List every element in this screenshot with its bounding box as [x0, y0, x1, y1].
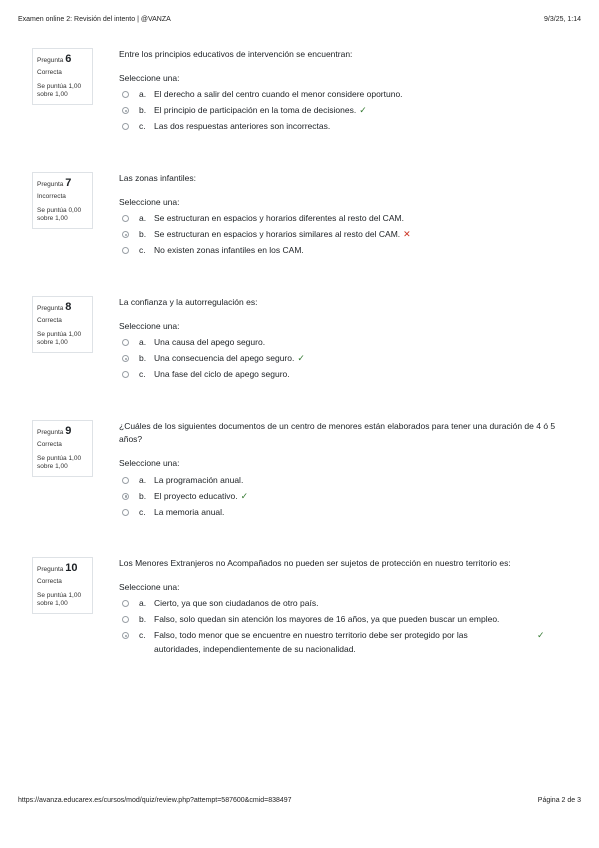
question-info-box	[32, 420, 93, 477]
radio-button-selected[interactable]	[122, 355, 129, 362]
radio-button[interactable]	[122, 371, 129, 378]
question-grade: Se puntúa 1,00	[37, 591, 82, 599]
question-label: Pregunta	[37, 57, 64, 64]
answer-text: El principio de participación en la toma de decisiones.	[154, 105, 357, 116]
answer-letter: c.	[139, 245, 146, 256]
answer-option[interactable]	[119, 490, 569, 506]
answer-list	[119, 212, 569, 260]
print-footer	[18, 797, 581, 809]
radio-button-selected[interactable]	[122, 107, 129, 114]
question-state: Correcta	[37, 440, 62, 448]
select-one-prompt: Seleccione una:	[119, 73, 180, 84]
answer-letter: b.	[139, 490, 147, 501]
question-state: Correcta	[37, 316, 62, 324]
question-label: Pregunta	[37, 566, 64, 573]
radio-button-selected[interactable]	[122, 632, 129, 639]
radio-button[interactable]	[122, 600, 129, 607]
answer-option[interactable]	[119, 352, 569, 368]
question-number: 7	[65, 177, 72, 189]
question-grade: Se puntúa 1,00	[37, 454, 82, 462]
question-number: 6	[65, 53, 72, 65]
print-footer-page-number: Página 2 de 3	[537, 797, 581, 804]
question-grade: Se puntúa 0,00	[37, 206, 82, 214]
answer-text: El proyecto educativo.	[154, 490, 238, 501]
correct-check-icon: ✓	[240, 490, 249, 501]
question-number: 9	[65, 425, 72, 437]
answer-text: La programación anual.	[154, 474, 244, 485]
answer-option[interactable]	[119, 597, 569, 613]
answer-letter: a.	[139, 89, 147, 100]
question-info-box	[32, 172, 93, 229]
question-text: Entre los principios educativos de intervención se encuentran:	[119, 49, 353, 59]
radio-button[interactable]	[122, 477, 129, 484]
answer-list	[119, 474, 569, 522]
question-grade-max: sobre 1,00	[37, 600, 68, 607]
answer-list	[119, 597, 569, 655]
question-number: 8	[65, 301, 72, 313]
select-one-prompt: Seleccione una:	[119, 582, 180, 593]
question-info-box	[32, 48, 93, 105]
answer-option[interactable]	[119, 506, 569, 522]
answer-letter: a.	[139, 598, 147, 609]
answer-text: Las dos respuestas anteriores son incorrectas.	[154, 121, 331, 132]
question-label: Pregunta	[37, 429, 64, 436]
print-header-title: Examen online 2: Revisión del intento | @VANZA	[18, 16, 171, 23]
answer-letter: b.	[139, 105, 147, 116]
answer-letter: a.	[139, 213, 147, 224]
answer-text: Falso, todo menor que se encuentre en nuestro territorio debe ser protegido por las autoridades, independientemente de su nacionalidad.	[154, 630, 468, 654]
answer-option[interactable]	[119, 120, 569, 136]
answer-letter: a.	[139, 474, 147, 485]
correct-check-icon: ✓	[359, 105, 367, 116]
question-state: Incorrecta	[37, 192, 66, 200]
question-text: Los Menores Extranjeros no Acompañados no pueden ser sujetos de protección en nuestro territorio es:	[119, 558, 511, 568]
answer-letter: c.	[139, 506, 146, 517]
question-label: Pregunta	[37, 181, 64, 188]
radio-button[interactable]	[122, 339, 129, 346]
question-text: La confianza y la autorregulación es:	[119, 297, 258, 307]
print-header	[18, 16, 581, 28]
question-grade-max: sobre 1,00	[37, 215, 68, 222]
answer-text: Una causa del apego seguro.	[154, 337, 266, 348]
answer-list	[119, 88, 569, 136]
answer-option[interactable]	[119, 244, 569, 260]
question-grade-max: sobre 1,00	[37, 339, 68, 346]
radio-button[interactable]	[122, 509, 129, 516]
answer-letter: c.	[139, 630, 146, 641]
incorrect-cross-icon: ✕	[403, 229, 411, 240]
answer-letter: b.	[139, 229, 147, 240]
answer-option[interactable]	[119, 474, 569, 490]
answer-text: El derecho a salir del centro cuando el menor considere oportuno.	[154, 89, 403, 100]
answer-letter: a.	[139, 337, 147, 348]
question-info-box	[32, 296, 93, 353]
answer-text: Se estructuran en espacios y horarios diferentes al resto del CAM.	[154, 213, 404, 224]
question-state: Correcta	[37, 68, 62, 76]
answer-text: Se estructuran en espacios y horarios similares al resto del CAM.	[154, 229, 401, 240]
question-number: 10	[65, 562, 78, 574]
answer-letter: b.	[139, 353, 147, 364]
answer-letter: c.	[139, 369, 146, 380]
answer-option[interactable]	[119, 104, 569, 120]
select-one-prompt: Seleccione una:	[119, 197, 180, 208]
radio-button[interactable]	[122, 215, 129, 222]
question-info-box	[32, 557, 93, 614]
answer-option[interactable]	[119, 613, 569, 629]
radio-button[interactable]	[122, 616, 129, 623]
correct-check-icon: ✓	[537, 630, 545, 641]
answer-text: Falso, solo quedan sin atención los mayores de 16 años, ya que pueden buscar un empleo.	[154, 614, 500, 625]
answer-text: La memoria anual.	[154, 506, 225, 517]
answer-text: Cierto, ya que son ciudadanos de otro país.	[154, 598, 319, 609]
answer-text: Una consecuencia del apego seguro.	[154, 353, 295, 364]
select-one-prompt: Seleccione una:	[119, 458, 180, 469]
radio-button[interactable]	[122, 123, 129, 130]
answer-list	[119, 336, 569, 384]
question-text: Las zonas infantiles:	[119, 173, 197, 183]
question-text: ¿Cuáles de los siguientes documentos de un centro de menores están elaborados para tener una duración de 4 ó 5 años?	[119, 421, 556, 445]
radio-button[interactable]	[122, 91, 129, 98]
answer-text: Una fase del ciclo de apego seguro.	[154, 369, 290, 380]
question-grade-max: sobre 1,00	[37, 463, 68, 470]
answer-letter: b.	[139, 614, 147, 625]
question-label: Pregunta	[37, 305, 64, 312]
answer-text: No existen zonas infantiles en los CAM.	[154, 245, 304, 256]
question-grade: Se puntúa 1,00	[37, 82, 82, 90]
print-header-datetime: 9/3/25, 1:14	[544, 16, 581, 23]
answer-option[interactable]	[119, 228, 569, 244]
radio-button-selected[interactable]	[122, 493, 129, 500]
radio-button-selected[interactable]	[122, 231, 129, 238]
radio-button[interactable]	[122, 247, 129, 254]
answer-option[interactable]	[119, 336, 569, 352]
select-one-prompt: Seleccione una:	[119, 321, 180, 332]
question-grade: Se puntúa 1,00	[37, 330, 82, 338]
answer-option[interactable]	[119, 88, 569, 104]
answer-option[interactable]	[119, 629, 569, 655]
answer-option[interactable]	[119, 368, 569, 384]
correct-check-icon: ✓	[297, 353, 305, 364]
answer-letter: c.	[139, 121, 146, 132]
print-footer-url: https://avanza.educarex.es/cursos/mod/quiz/review.php?attempt=587600&cmid=838497	[18, 797, 292, 804]
question-grade-max: sobre 1,00	[37, 91, 68, 98]
question-state: Correcta	[37, 577, 62, 585]
answer-option[interactable]	[119, 212, 569, 228]
